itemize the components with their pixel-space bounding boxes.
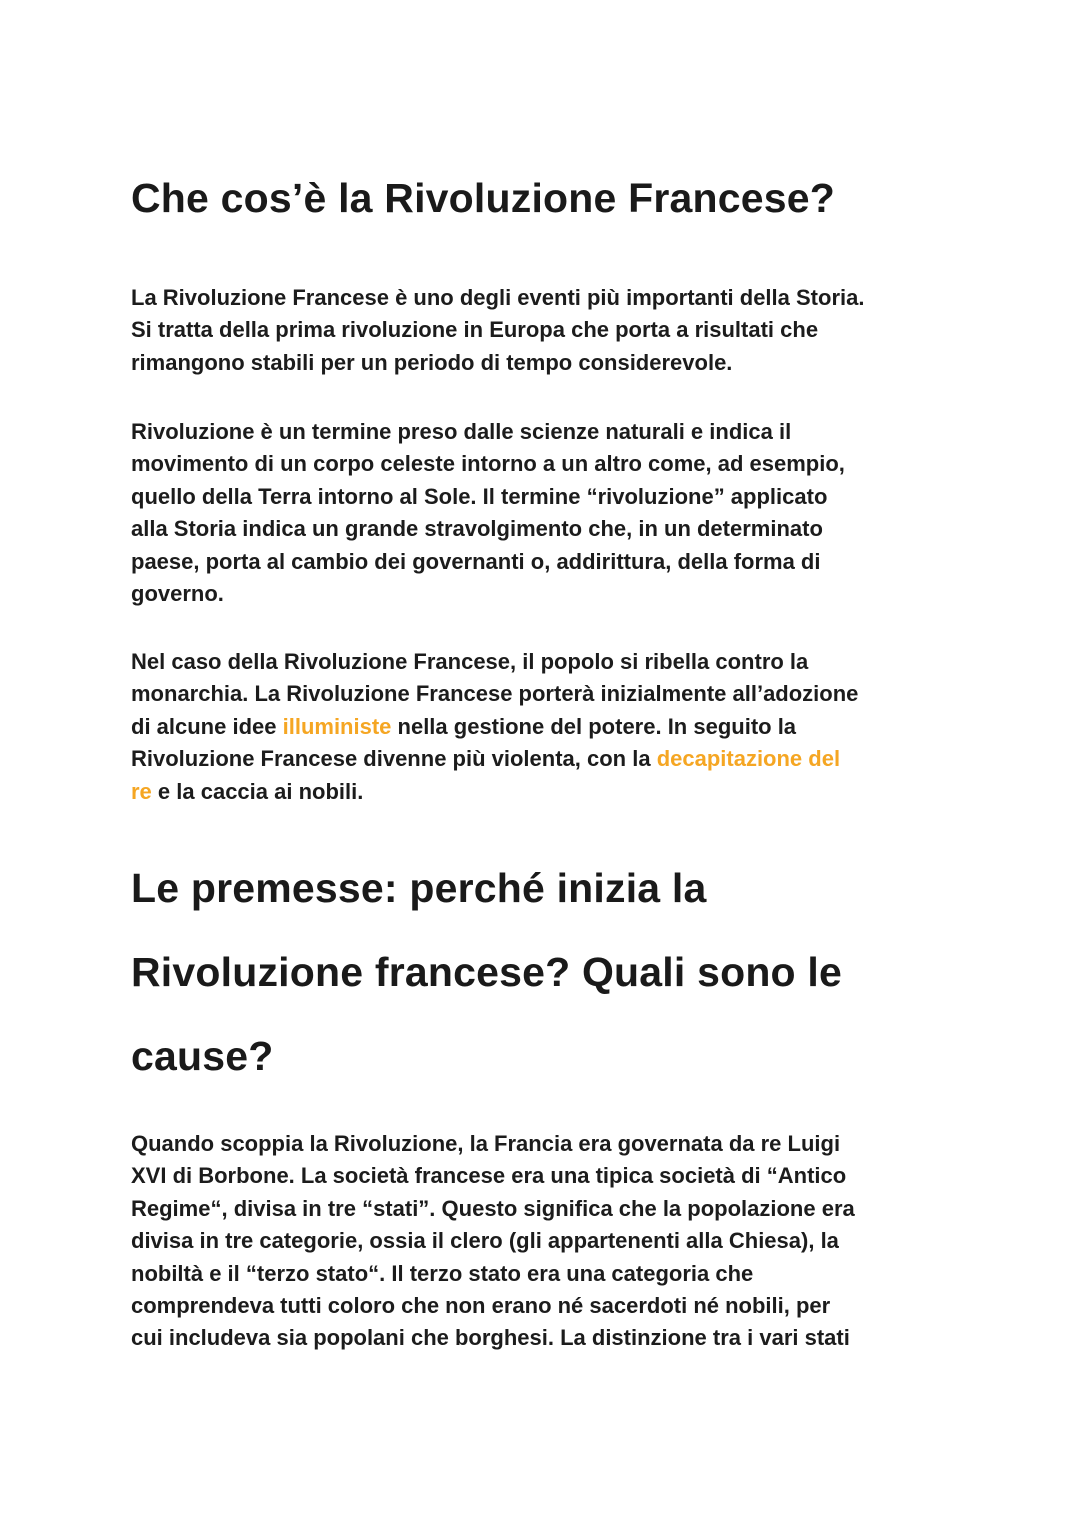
text-segment: nella gestione del potere. In seguito la	[391, 713, 797, 739]
heading-line: Le premesse: perché inizia la	[131, 865, 707, 911]
text-line: Nel caso della Rivoluzione Francese, il popolo si ribella contro la	[131, 649, 809, 674]
section-heading	[131, 846, 961, 1098]
heading-line: cause?	[131, 1033, 274, 1079]
paragraph-causes	[131, 1128, 961, 1355]
text-line	[131, 711, 961, 743]
text-line: comprendeva tutti coloro che non erano né sacerdoti né nobili, per	[131, 1293, 831, 1319]
text-line: divisa in tre categorie, ossia il clero (gli appartenenti alla Chiesa), la	[131, 1228, 839, 1254]
text-line: quello della Terra intorno al Sole. Il termine “rivoluzione” applicato	[131, 483, 828, 509]
text-line: La Rivoluzione Francese è uno degli eventi più importanti della Storia.	[131, 285, 865, 310]
text-line	[131, 743, 961, 775]
text-segment: Rivoluzione Francese divenne più violenta, con la	[131, 746, 657, 772]
text-line: XVI di Borbone. La società francese era una tipica società di “Antico	[131, 1163, 847, 1189]
text-line: Rivoluzione è un termine preso dalle scienze naturali e indica il	[131, 419, 792, 444]
text-line: nobiltà e il “terzo stato“. Il terzo stato era una categoria che	[131, 1260, 754, 1286]
page-title: Che cos’è la Rivoluzione Francese?	[131, 175, 836, 221]
text-line: alla Storia indica un grande stravolgimento che, in un determinato	[131, 516, 823, 542]
text-segment: di alcune idee	[131, 713, 283, 739]
text-line: Regime“, divisa in tre “stati”. Questo significa che la popolazione era	[131, 1195, 855, 1221]
text-line: paese, porta al cambio dei governanti o, addirittura, della forma di	[131, 548, 821, 574]
link-decapitazione-del-re-cont[interactable]: re	[131, 778, 152, 804]
text-line: rimangono stabili per un periodo di tempo considerevole.	[131, 349, 733, 375]
paragraph-definition	[131, 416, 961, 610]
text-line: monarchia. La Rivoluzione Francese porterà inizialmente all’adozione	[131, 681, 859, 707]
link-illuministe[interactable]: illuministe	[282, 713, 392, 739]
paragraph-monarchy	[131, 646, 961, 808]
text-line	[131, 776, 961, 808]
text-line: cui includeva sia popolani che borghesi. La distinzione tra i vari stati	[131, 1325, 850, 1351]
text-line: movimento di un corpo celeste intorno a un altro come, ad esempio,	[131, 451, 845, 477]
text-line: Si tratta della prima rivoluzione in Europa che porta a risultati che	[131, 317, 819, 343]
text-line: Quando scoppia la Rivoluzione, la Francia era governata da re Luigi	[131, 1131, 841, 1156]
text-segment: e la caccia ai nobili.	[151, 778, 364, 804]
heading-line: Rivoluzione francese? Quali sono le	[131, 949, 842, 995]
paragraph-intro	[131, 282, 961, 379]
link-decapitazione-del-re[interactable]: decapitazione del	[656, 746, 841, 772]
text-line: governo.	[131, 581, 224, 607]
